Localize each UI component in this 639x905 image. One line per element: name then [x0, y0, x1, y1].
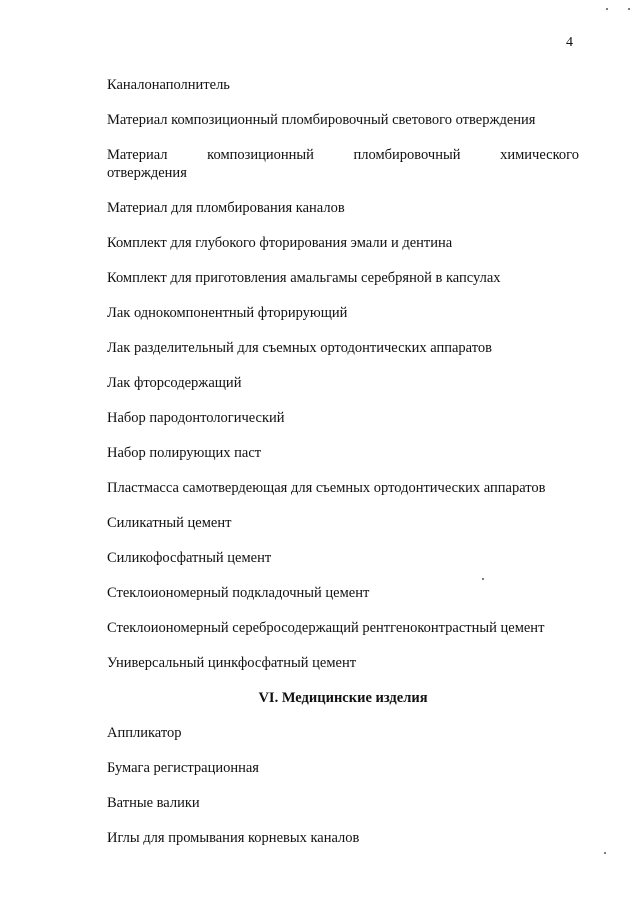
- list-item: Стеклоиономерный серебросодержащий рентгеноконтрастный цемент: [107, 620, 545, 636]
- list-item: Силикатный цемент: [107, 515, 232, 531]
- scan-speck: [604, 852, 606, 854]
- word: композиционный: [207, 147, 314, 163]
- wrapped-first-line: [107, 146, 579, 164]
- word: Материал: [107, 147, 168, 163]
- list-item: Материал для пломбирования каналов: [107, 200, 345, 216]
- document-body: [107, 76, 579, 864]
- list-item: Аппликатор: [107, 725, 182, 741]
- list-item-wrapped: [107, 146, 579, 182]
- wrapped-second-line: отверждения: [107, 165, 187, 181]
- list-item: Силикофосфатный цемент: [107, 550, 272, 566]
- list-item: Лак однокомпонентный фторирующий: [107, 305, 348, 321]
- list-item: Материал композиционный пломбировочный светового отверждения: [107, 112, 536, 128]
- list-item: Лак разделительный для съемных ортодонтических аппаратов: [107, 340, 492, 356]
- list-item: Бумага регистрационная: [107, 760, 259, 776]
- list-item: Комплект для глубокого фторирования эмали и дентина: [107, 235, 453, 251]
- word: пломбировочный: [353, 147, 461, 163]
- scan-speck: [606, 8, 608, 10]
- scan-speck: [628, 8, 630, 10]
- list-item: Набор пародонтологический: [107, 410, 285, 426]
- list-item: Набор полирующих паст: [107, 445, 262, 461]
- page-number: 4: [566, 35, 573, 50]
- list-item: Универсальный цинкфосфатный цемент: [107, 655, 357, 671]
- list-item: Комплект для приготовления амальгамы серебряной в капсулах: [107, 270, 501, 286]
- list-item: Ватные валики: [107, 795, 200, 811]
- list-item: Иглы для промывания корневых каналов: [107, 830, 360, 846]
- list-item: Стеклоиономерный подкладочный цемент: [107, 585, 370, 601]
- word: химического: [500, 147, 579, 163]
- list-item: Каналонаполнитель: [107, 77, 230, 93]
- section-heading: VI. Медицинские изделия: [258, 690, 428, 706]
- list-item: Пластмасса самотвердеющая для съемных ортодонтических аппаратов: [107, 480, 546, 496]
- list-item: Лак фторсодержащий: [107, 375, 242, 391]
